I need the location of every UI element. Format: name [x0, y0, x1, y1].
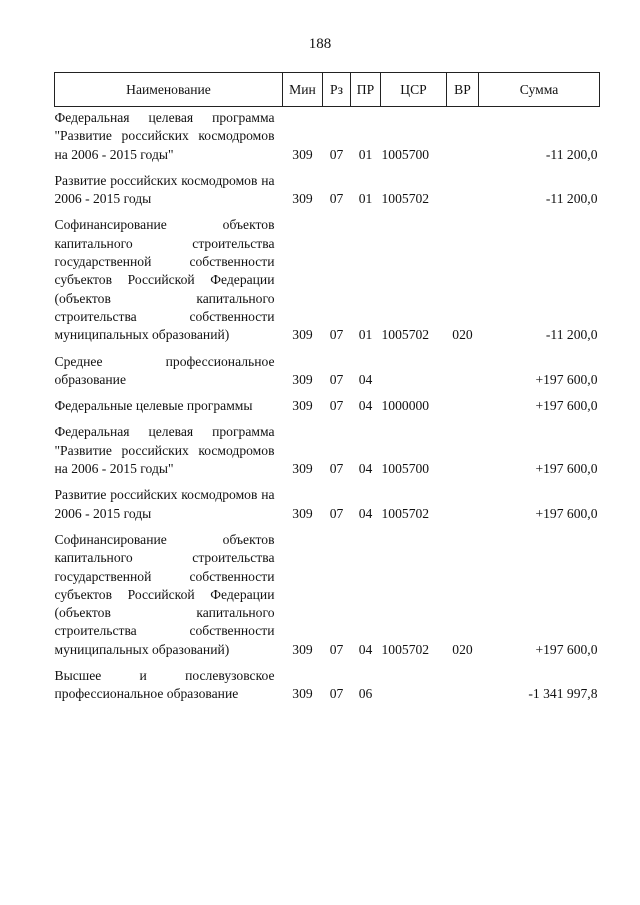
budget-table [54, 72, 600, 708]
row-name: Развитие российских космодромов на 2006 - 2015 годы [54, 487, 275, 521]
row-name: Софинансирование объектов капитального строительства государственной собственности субъектов Российской Федерации (объектов капитального строительства собственности муниципальных образований) [54, 531, 275, 657]
table-row [55, 663, 600, 708]
row-sum: +197 600,0 [535, 461, 598, 477]
header-csr: ЦСР [381, 73, 447, 107]
row-min: 309 [292, 398, 313, 414]
row-csr: 1005702 [381, 505, 430, 521]
row-csr: 1005700 [381, 146, 430, 162]
row-rz: 07 [329, 191, 344, 207]
table-row [55, 482, 600, 527]
row-min: 309 [292, 686, 313, 702]
row-min: 309 [292, 191, 313, 207]
row-name: Федеральная целевая программа "Развитие российских космодромов на 2006 - 2015 годы" [54, 424, 275, 477]
row-min: 309 [292, 505, 313, 521]
row-name: Высшее и послевузовское профессиональное образование [54, 668, 275, 702]
row-vr [447, 663, 479, 708]
row-pr: 01 [358, 191, 373, 207]
row-pr: 06 [358, 686, 373, 702]
table-row [55, 527, 600, 663]
header-vr: ВР [447, 73, 479, 107]
row-name: Развитие российских космодромов на 2006 - 2015 годы [54, 172, 275, 207]
header-rz: Рз [323, 73, 351, 107]
row-sum: -11 200,0 [545, 191, 598, 207]
row-sum: -1 341 997,8 [528, 686, 598, 702]
row-name: Софинансирование объектов капитального строительства государственной собственности субъектов Российской Федерации (объектов капитального строительства собственности муниципальных образований) [54, 217, 275, 343]
page-number: 188 [308, 36, 332, 52]
row-vr [447, 419, 479, 482]
row-pr: 04 [358, 371, 373, 387]
row-rz: 07 [329, 371, 344, 387]
row-min: 309 [292, 327, 313, 343]
row-pr: 04 [358, 505, 373, 521]
row-csr [381, 349, 447, 394]
row-vr: 020 [452, 327, 473, 343]
row-rz: 07 [329, 398, 344, 414]
row-rz: 07 [329, 641, 344, 657]
row-vr [447, 482, 479, 527]
row-sum: -11 200,0 [545, 146, 598, 162]
row-sum: +197 600,0 [535, 398, 598, 414]
header-min: Мин [283, 73, 323, 107]
row-vr [447, 393, 479, 419]
row-sum: +197 600,0 [535, 505, 598, 521]
table-row [55, 168, 600, 213]
row-rz: 07 [329, 505, 344, 521]
row-sum: +197 600,0 [535, 371, 598, 387]
row-pr: 04 [358, 398, 373, 414]
row-rz: 07 [329, 327, 344, 343]
row-rz: 07 [329, 146, 344, 162]
row-csr: 1005702 [381, 327, 430, 343]
row-sum: +197 600,0 [535, 641, 598, 657]
header-sum: Сумма [479, 73, 600, 107]
row-vr [447, 107, 479, 168]
row-pr: 04 [358, 641, 373, 657]
row-name: Федеральные целевые программы [54, 398, 253, 414]
row-vr [447, 168, 479, 213]
row-vr [447, 349, 479, 394]
table-row [55, 419, 600, 482]
row-name: Среднее профессиональное образование [54, 353, 275, 387]
table-row [55, 393, 600, 419]
row-pr: 01 [358, 327, 373, 343]
row-rz: 07 [329, 686, 344, 702]
row-name: Федеральная целевая программа "Развитие российских космодромов на 2006 - 2015 годы" [54, 110, 275, 162]
header-pr: ПР [351, 73, 381, 107]
table-row [55, 349, 600, 394]
row-pr: 04 [358, 461, 373, 477]
row-pr: 01 [358, 146, 373, 162]
row-min: 309 [292, 371, 313, 387]
row-csr: 1005700 [381, 461, 430, 477]
row-sum: -11 200,0 [545, 327, 598, 343]
row-min: 309 [292, 461, 313, 477]
header-name: Наименование [55, 73, 283, 107]
table-header-row [55, 73, 600, 107]
row-csr [381, 663, 447, 708]
table-row [55, 107, 600, 168]
row-csr: 1005702 [381, 641, 430, 657]
row-csr: 1005702 [381, 191, 430, 207]
row-min: 309 [292, 146, 313, 162]
row-csr: 1000000 [381, 398, 430, 414]
table-row [55, 212, 600, 348]
row-min: 309 [292, 641, 313, 657]
row-rz: 07 [329, 461, 344, 477]
row-vr: 020 [452, 641, 473, 657]
